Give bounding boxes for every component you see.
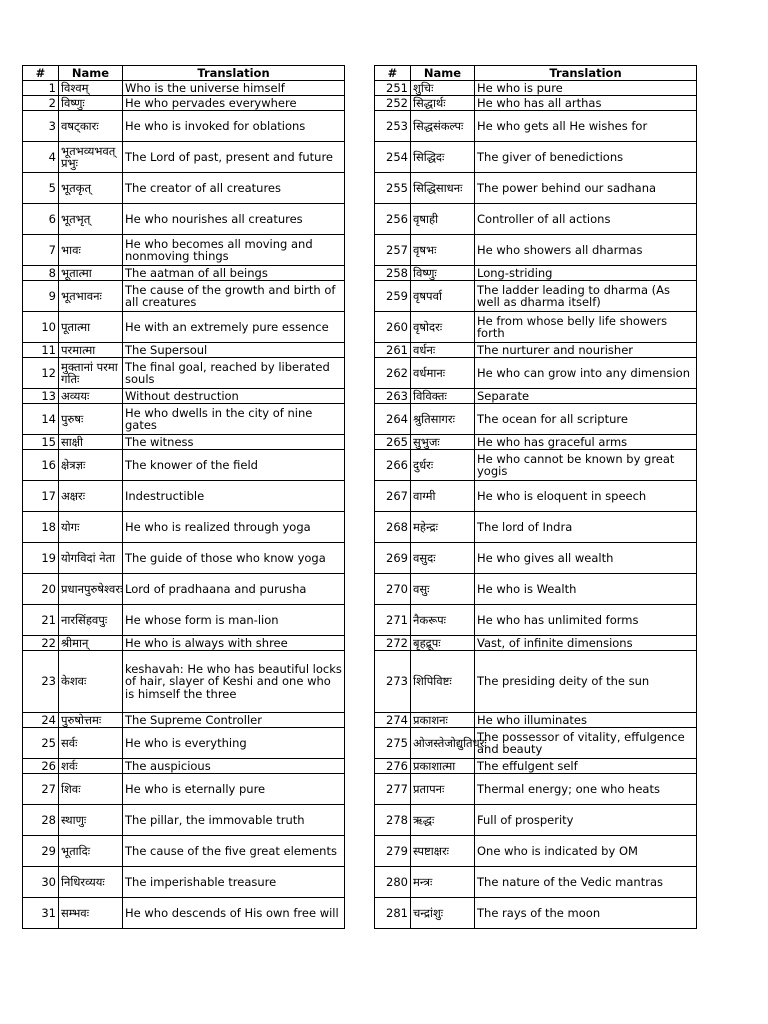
translation-cell: The ocean for all scripture [475,404,697,435]
sanskrit-name: मन्त्रः [411,867,475,898]
sanskrit-name: भूतभृत् [59,204,123,235]
row-number: 268 [375,512,411,543]
row-number: 28 [23,805,59,836]
translation-cell: He who has all arthas [475,96,697,111]
sanskrit-name: सिद्धिसाधनः [411,173,475,204]
sanskrit-name: भूतभव्यभवत् प्रभुः [59,142,123,173]
table-row [23,343,345,358]
row-number: 25 [23,728,59,759]
row-number: 266 [375,450,411,481]
row-number: 6 [23,204,59,235]
translation-cell: The presiding deity of the sun [475,651,697,713]
sanskrit-name: पूतात्मा [59,312,123,343]
table-row [375,543,697,574]
translation-cell: He who is pure [475,81,697,96]
row-number: 24 [23,713,59,728]
header-number: # [23,66,59,81]
row-number: 31 [23,898,59,929]
sanskrit-name: वाग्मी [411,481,475,512]
row-number: 19 [23,543,59,574]
sanskrit-name: महेन्द्रः [411,512,475,543]
header-row [23,66,345,81]
sanskrit-name: शिवः [59,774,123,805]
translation-cell: He whose form is man-lion [123,605,345,636]
translation-cell: The pillar, the immovable truth [123,805,345,836]
translation-cell: keshavah: He who has beautiful locks of hair, slayer of Keshi and one who is himself the three [123,651,345,713]
row-number: 13 [23,389,59,404]
table-row [375,651,697,713]
translation-cell: Separate [475,389,697,404]
table-row [375,898,697,929]
row-number: 270 [375,574,411,605]
table-row [375,358,697,389]
table-row [23,774,345,805]
sanskrit-name: सुभुजः [411,435,475,450]
translation-cell: The Supreme Controller [123,713,345,728]
row-number: 258 [375,266,411,281]
row-number: 5 [23,173,59,204]
translation-cell: He from whose belly life showers forth [475,312,697,343]
table-row [375,435,697,450]
sanskrit-name: भूतभावनः [59,281,123,312]
row-number: 279 [375,836,411,867]
table-row [375,774,697,805]
sanskrit-name: भावः [59,235,123,266]
row-number: 2 [23,96,59,111]
row-number: 257 [375,235,411,266]
translation-cell: Without destruction [123,389,345,404]
table-row [375,728,697,759]
table-row [23,204,345,235]
table-row [23,481,345,512]
sanskrit-name: शिपिविष्टः [411,651,475,713]
translation-cell: He who descends of His own free will [123,898,345,929]
table-row [23,867,345,898]
row-number: 263 [375,389,411,404]
translation-cell: The nurturer and nourisher [475,343,697,358]
table-row [375,805,697,836]
translation-cell: The witness [123,435,345,450]
table-row [23,574,345,605]
row-number: 21 [23,605,59,636]
sanskrit-name: श्रुतिसागरः [411,404,475,435]
row-number: 278 [375,805,411,836]
table-row [375,266,697,281]
table-row [375,235,697,266]
header-translation: Translation [123,66,345,81]
row-number: 254 [375,142,411,173]
translation-cell: The aatman of all beings [123,266,345,281]
row-number: 30 [23,867,59,898]
sanskrit-name: सिद्धार्थः [411,96,475,111]
row-number: 260 [375,312,411,343]
table-row [23,266,345,281]
table-row [23,713,345,728]
row-number: 255 [375,173,411,204]
row-number: 273 [375,651,411,713]
translation-cell: He who has graceful arms [475,435,697,450]
table-row [375,96,697,111]
sanskrit-name: अव्ययः [59,389,123,404]
table-row [375,389,697,404]
row-number: 280 [375,867,411,898]
sanskrit-name: स्पष्टाक्षरः [411,836,475,867]
sanskrit-name: योगविदां नेता [59,543,123,574]
sanskrit-name: विविक्तः [411,389,475,404]
header-translation: Translation [475,66,697,81]
translation-cell: He who becomes all moving and nonmoving things [123,235,345,266]
translation-cell: Who is the universe himself [123,81,345,96]
header-row [375,66,697,81]
table-row [375,713,697,728]
table-row [23,512,345,543]
header-name: Name [59,66,123,81]
sanskrit-name: प्रकाशात्मा [411,759,475,774]
translation-cell: The giver of benedictions [475,142,697,173]
header-number: # [375,66,411,81]
translation-cell: The power behind our sadhana [475,173,697,204]
sanskrit-name: निधिरव्ययः [59,867,123,898]
sanskrit-name: विष्णुः [411,266,475,281]
sanskrit-name: परमात्मा [59,343,123,358]
table-row [23,543,345,574]
translation-cell: He who can grow into any dimension [475,358,697,389]
table-row [375,867,697,898]
sanskrit-name: प्रकाशनः [411,713,475,728]
table-row [23,651,345,713]
sanskrit-name: वषट्कारः [59,111,123,142]
sanskrit-name: ओजस्तेजोद्युतिधरः [411,728,475,759]
translation-cell: He who is eternally pure [123,774,345,805]
table-row [375,759,697,774]
sanskrit-name: वृषोदरः [411,312,475,343]
table-row [23,96,345,111]
sanskrit-name: वर्धनः [411,343,475,358]
row-number: 262 [375,358,411,389]
table-body [375,81,697,929]
translation-cell: He who is everything [123,728,345,759]
sanskrit-name: वृषपर्वा [411,281,475,312]
table-row [375,636,697,651]
row-number: 10 [23,312,59,343]
table-row [23,898,345,929]
table-row [23,759,345,774]
table-row [23,235,345,266]
names-table-right [374,65,697,929]
table-row [23,389,345,404]
sanskrit-name: वसुः [411,574,475,605]
row-number: 1 [23,81,59,96]
table-row [23,435,345,450]
row-number: 261 [375,343,411,358]
sanskrit-name: शर्वः [59,759,123,774]
row-number: 17 [23,481,59,512]
table-row [375,204,697,235]
sanskrit-name: प्रतापनः [411,774,475,805]
sanskrit-name: स्थाणुः [59,805,123,836]
translation-cell: The creator of all creatures [123,173,345,204]
table-row [23,404,345,435]
translation-cell: Vast, of infinite dimensions [475,636,697,651]
row-number: 252 [375,96,411,111]
row-number: 9 [23,281,59,312]
sanskrit-name: भूतात्मा [59,266,123,281]
row-number: 18 [23,512,59,543]
table-row [23,142,345,173]
header-name: Name [411,66,475,81]
table-row [375,481,697,512]
sanskrit-name: भूतकृत् [59,173,123,204]
sanskrit-name: केशवः [59,651,123,713]
row-number: 29 [23,836,59,867]
table-row [23,281,345,312]
row-number: 277 [375,774,411,805]
translation-cell: The lord of Indra [475,512,697,543]
translation-cell: The final goal, reached by liberated souls [123,358,345,389]
translation-cell: The Lord of past, present and future [123,142,345,173]
table-row [23,81,345,96]
sanskrit-name: ऋद्धः [411,805,475,836]
translation-cell: The Supersoul [123,343,345,358]
row-number: 3 [23,111,59,142]
table-row [375,312,697,343]
translation-cell: The nature of the Vedic mantras [475,867,697,898]
row-number: 4 [23,142,59,173]
row-number: 14 [23,404,59,435]
translation-cell: He who showers all dharmas [475,235,697,266]
translation-cell: Long-striding [475,266,697,281]
translation-cell: Indestructible [123,481,345,512]
table-row [375,81,697,96]
row-number: 259 [375,281,411,312]
table-row [23,836,345,867]
table-row [375,836,697,867]
row-number: 267 [375,481,411,512]
sanskrit-name: अक्षरः [59,481,123,512]
translation-cell: Controller of all actions [475,204,697,235]
sanskrit-name: वर्धमानः [411,358,475,389]
table-row [375,142,697,173]
sanskrit-name: पुरुषोत्तमः [59,713,123,728]
row-number: 265 [375,435,411,450]
translation-cell: The auspicious [123,759,345,774]
translation-cell: He who is eloquent in speech [475,481,697,512]
translation-cell: He who is invoked for oblations [123,111,345,142]
translation-cell: He who nourishes all creatures [123,204,345,235]
sanskrit-name: पुरुषः [59,404,123,435]
translation-cell: He who cannot be known by great yogis [475,450,697,481]
row-number: 274 [375,713,411,728]
sanskrit-name: श्रीमान् [59,636,123,651]
translation-cell: The ladder leading to dharma (As well as dharma itself) [475,281,697,312]
sanskrit-name: विश्वम् [59,81,123,96]
sanskrit-name: साक्षी [59,435,123,450]
translation-cell: One who is indicated by OM [475,836,697,867]
table-row [23,358,345,389]
row-number: 22 [23,636,59,651]
table-row [23,312,345,343]
sanskrit-name: सम्भवः [59,898,123,929]
table-row [375,574,697,605]
sanskrit-name: नैकरूपः [411,605,475,636]
table-row [375,343,697,358]
table-row [375,173,697,204]
translation-cell: The cause of the five great elements [123,836,345,867]
sanskrit-name: विष्णुः [59,96,123,111]
sanskrit-name: प्रधानपुरुषेश्वरः [59,574,123,605]
row-number: 251 [375,81,411,96]
translation-cell: He who dwells in the city of nine gates [123,404,345,435]
translation-cell: Thermal energy; one who heats [475,774,697,805]
row-number: 281 [375,898,411,929]
sanskrit-name: शुचिः [411,81,475,96]
row-number: 8 [23,266,59,281]
table-row [23,111,345,142]
translation-cell: Full of prosperity [475,805,697,836]
row-number: 11 [23,343,59,358]
translation-cell: He who is always with shree [123,636,345,651]
row-number: 253 [375,111,411,142]
translation-cell: The cause of the growth and birth of all creatures [123,281,345,312]
sanskrit-name: मुक्तानां परमा गतिः [59,358,123,389]
row-number: 269 [375,543,411,574]
translation-cell: The effulgent self [475,759,697,774]
table-row [23,173,345,204]
translation-cell: He who gets all He wishes for [475,111,697,142]
table-row [23,605,345,636]
sanskrit-name: वृषभः [411,235,475,266]
translation-cell: The guide of those who know yoga [123,543,345,574]
row-number: 26 [23,759,59,774]
table-row [375,605,697,636]
table-row [23,805,345,836]
translation-cell: He with an extremely pure essence [123,312,345,343]
translation-cell: Lord of pradhaana and purusha [123,574,345,605]
table-row [23,450,345,481]
row-number: 7 [23,235,59,266]
table-row [375,281,697,312]
table-row [375,404,697,435]
sanskrit-name: वसुदः [411,543,475,574]
row-number: 16 [23,450,59,481]
row-number: 272 [375,636,411,651]
sanskrit-name: क्षेत्रज्ञः [59,450,123,481]
sanskrit-name: वृषाही [411,204,475,235]
table-row [23,636,345,651]
row-number: 271 [375,605,411,636]
row-number: 264 [375,404,411,435]
row-number: 27 [23,774,59,805]
translation-cell: The rays of the moon [475,898,697,929]
table-body [23,81,345,929]
translation-cell: He who illuminates [475,713,697,728]
sanskrit-name: भूतादिः [59,836,123,867]
translation-cell: He who is Wealth [475,574,697,605]
table-row [23,728,345,759]
table-row [375,450,697,481]
translation-cell: The possessor of vitality, effulgence and beauty [475,728,697,759]
sanskrit-name: सर्वः [59,728,123,759]
table-row [375,512,697,543]
row-number: 20 [23,574,59,605]
translation-cell: He who is realized through yoga [123,512,345,543]
sanskrit-name: सिद्धसंकल्पः [411,111,475,142]
row-number: 23 [23,651,59,713]
sanskrit-name: योगः [59,512,123,543]
sanskrit-name: बृहद्रूपः [411,636,475,651]
translation-cell: The knower of the field [123,450,345,481]
translation-cell: He who has unlimited forms [475,605,697,636]
sanskrit-name: चन्द्रांशुः [411,898,475,929]
sanskrit-name: दुर्धरः [411,450,475,481]
table-row [375,111,697,142]
row-number: 12 [23,358,59,389]
row-number: 275 [375,728,411,759]
sanskrit-name: नारसिंहवपुः [59,605,123,636]
sanskrit-name: सिद्धिदः [411,142,475,173]
translation-cell: The imperishable treasure [123,867,345,898]
names-table-left [22,65,345,929]
row-number: 276 [375,759,411,774]
row-number: 256 [375,204,411,235]
translation-cell: He who pervades everywhere [123,96,345,111]
translation-cell: He who gives all wealth [475,543,697,574]
row-number: 15 [23,435,59,450]
